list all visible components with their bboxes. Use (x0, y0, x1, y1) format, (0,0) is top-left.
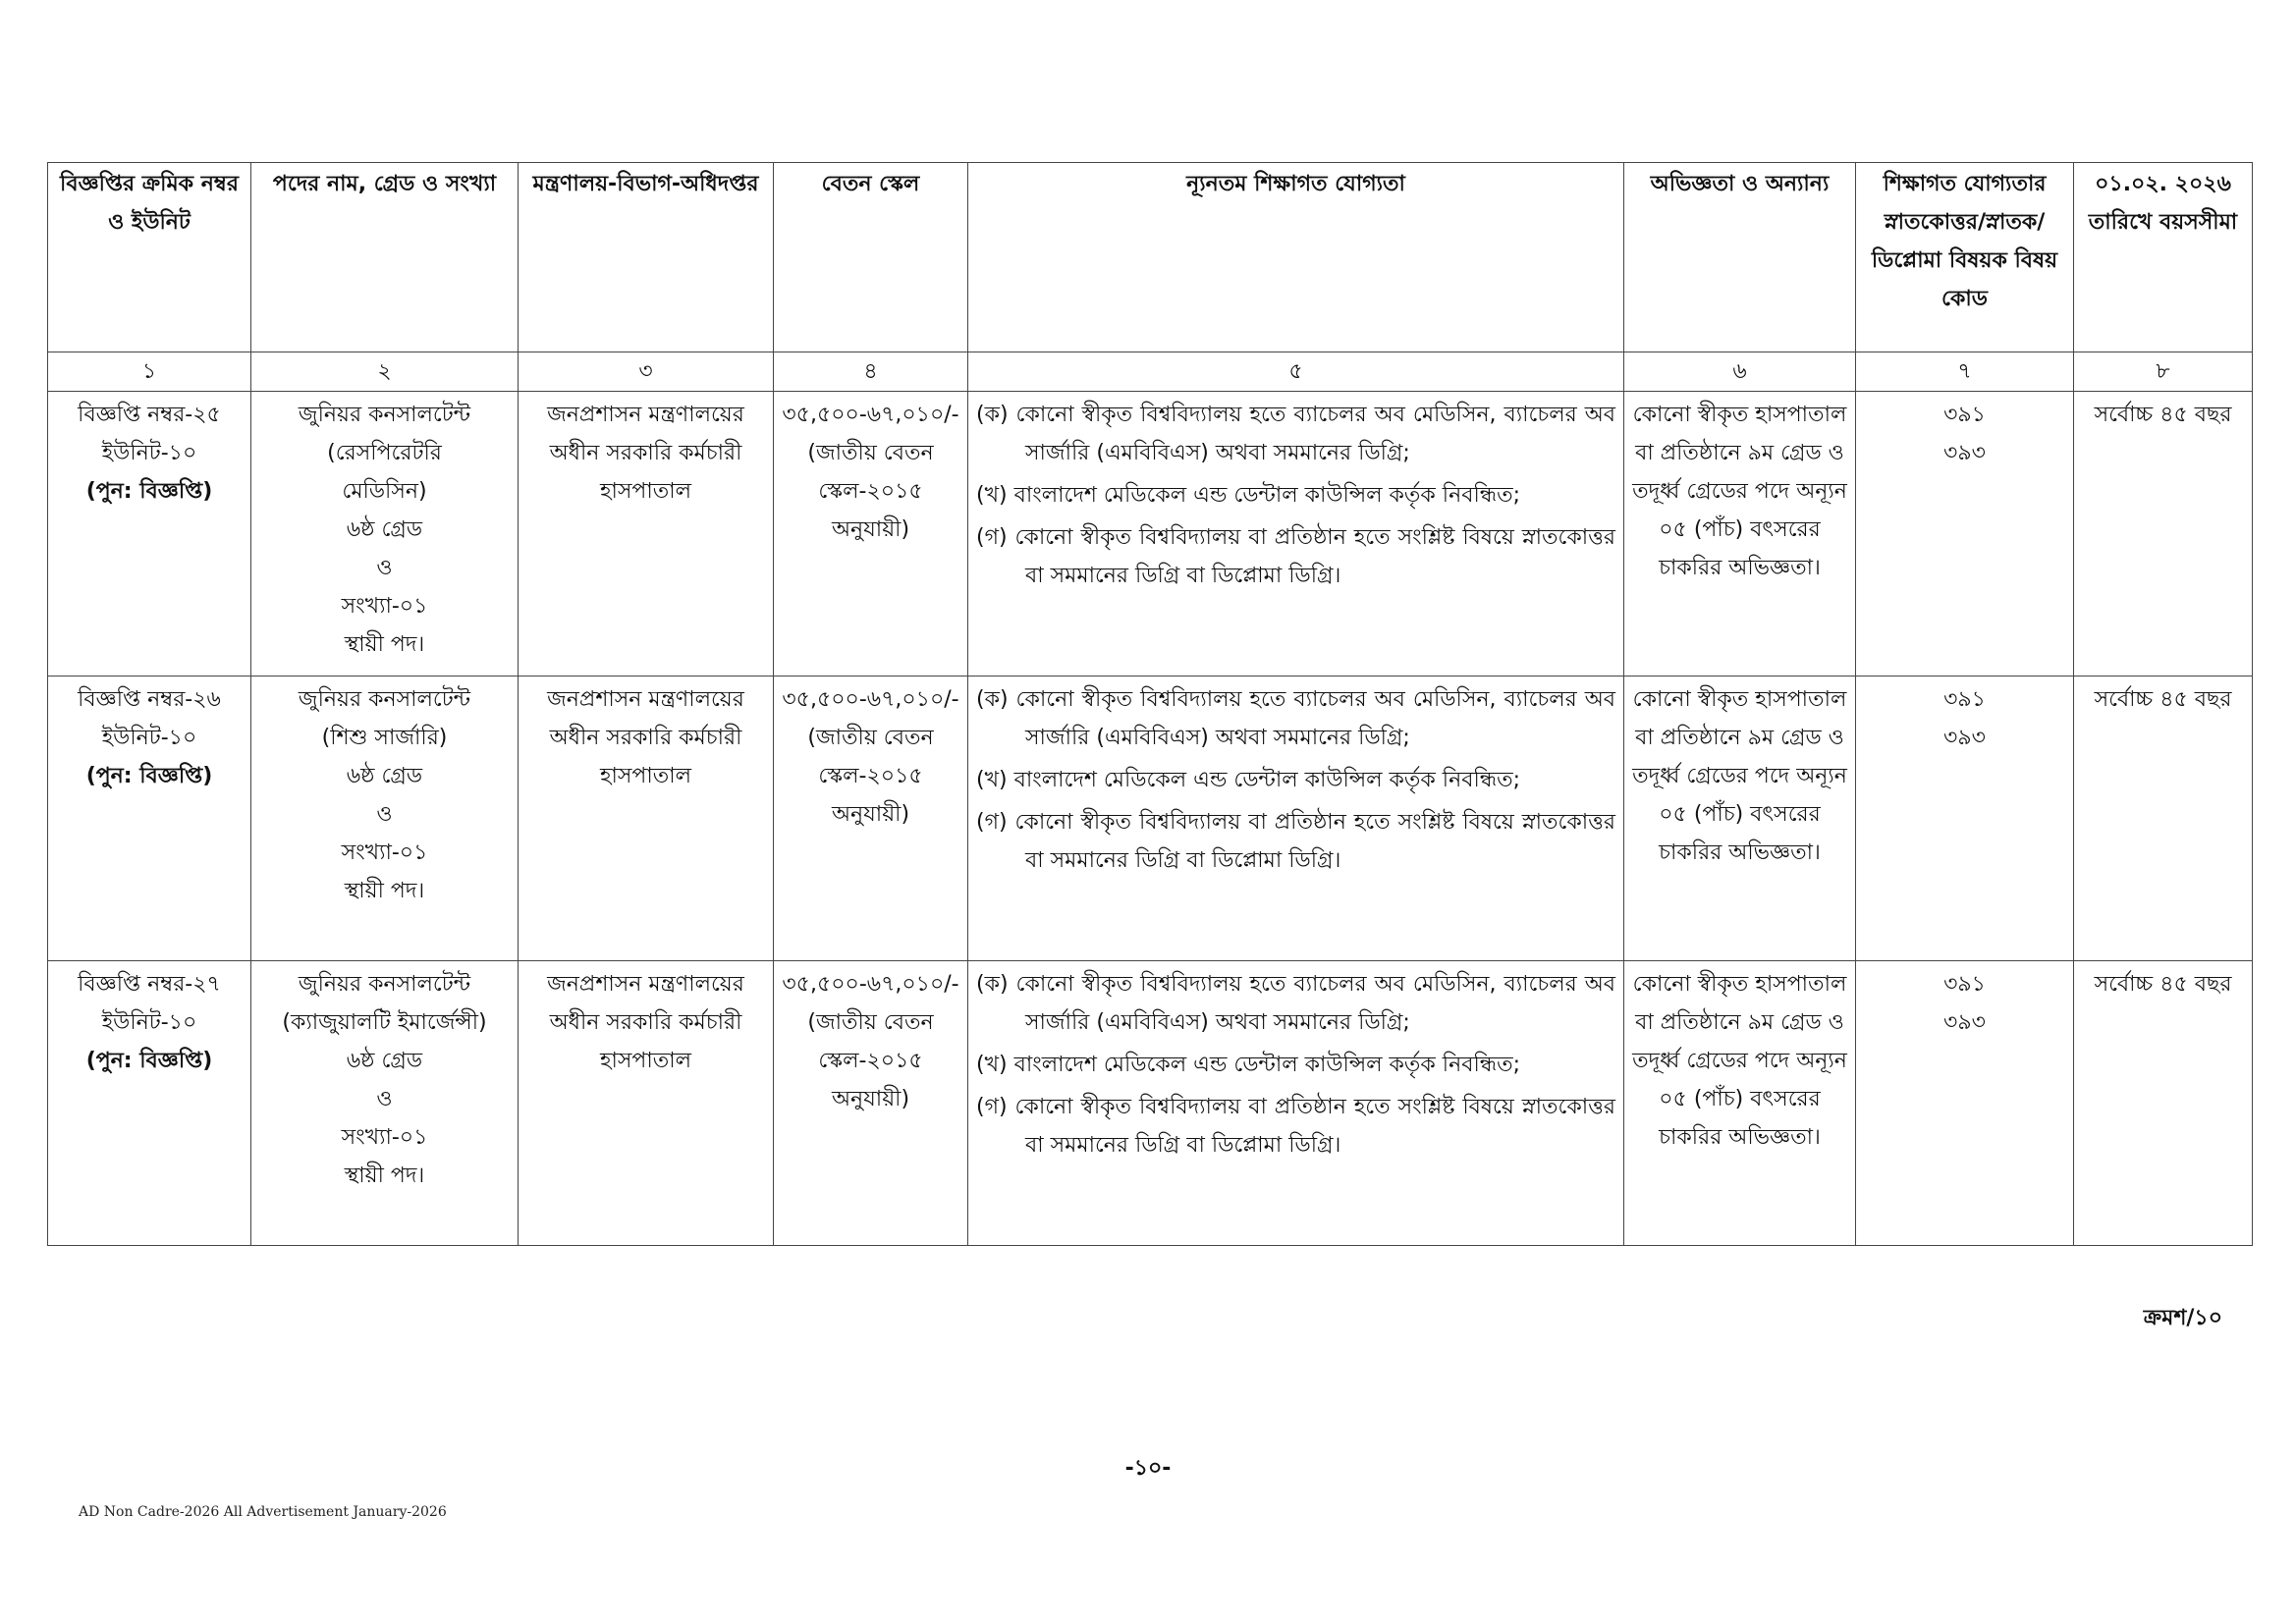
post-line: স্থায়ী পদ। (344, 632, 425, 657)
subject-code-cell (1856, 677, 2074, 961)
subject-code: ৩৯৩ (1943, 1010, 1986, 1035)
post-line: সংখ্যা-০১ (341, 840, 428, 865)
post-name-cell (251, 677, 519, 961)
continued-label: ক্রমশ/১০ (2143, 1306, 2222, 1330)
post-line: (শিশু সার্জারি) (321, 726, 448, 750)
post-line: ও (376, 802, 393, 827)
header-pay-scale: বেতন স্কেল (774, 163, 968, 352)
column-number: ৮ (2074, 352, 2253, 392)
advertisement-table (47, 162, 2253, 1246)
unit: ইউনিট-১০ (101, 726, 197, 750)
column-number: ৫ (968, 352, 1624, 392)
qualification-item: (খ) বাংলাদেশ মেডিকেল এন্ড ডেন্টাল কাউন্সিল কর্তৃক নিবন্ধিত; (976, 768, 1521, 792)
column-number: ২ (251, 352, 519, 392)
re-advertisement-label: (পুন: বিজ্ঞপ্তি) (85, 1049, 213, 1073)
post-line: স্থায়ী পদ। (344, 1164, 425, 1188)
header-subject-code: শিক্ষাগত যোগ্যতার স্নাতকোত্তর/স্নাতক/ ডিপ্লোমা বিষয়ক বিষয় কোড (1856, 163, 2074, 352)
qualification-cell (968, 961, 1624, 1246)
qualification-item: (গ) কোনো স্বীকৃত বিশ্ববিদ্যালয় বা প্রতিষ্ঠান হতে সংশ্লিষ্ট বিষয়ে স্নাতকোত্তর বা সমমানের ডিগ্রি বা ডিপ্লোমা ডিগ্রি। (976, 525, 1615, 588)
post-line: মেডিসিন) (342, 479, 427, 504)
column-number: ৪ (774, 352, 968, 392)
post-name-cell (251, 392, 519, 677)
post-line: ও (376, 556, 393, 580)
qualification-item: (গ) কোনো স্বীকৃত বিশ্ববিদ্যালয় বা প্রতিষ্ঠান হতে সংশ্লিষ্ট বিষয়ে স্নাতকোত্তর বা সমমানের ডিগ্রি বা ডিপ্লোমা ডিগ্রি। (976, 810, 1615, 873)
post-line: সংখ্যা-০১ (341, 1125, 428, 1150)
table-row (48, 392, 2253, 677)
qualification-item: (খ) বাংলাদেশ মেডিকেল এন্ড ডেন্টাল কাউন্সিল কর্তৃক নিবন্ধিত; (976, 483, 1521, 508)
post-line: (ক্যাজুয়ালটি ইমার্জেন্সী) (282, 1010, 487, 1035)
post-line: জুনিয়র কনসালটেন্ট (298, 972, 471, 997)
header-qualification: ন্যূনতম শিক্ষাগত যোগ্যতা (968, 163, 1624, 352)
post-line: জুনিয়র কনসালটেন্ট (298, 403, 471, 427)
post-line: সংখ্যা-০১ (341, 594, 428, 619)
qualification-item: (ক) কোনো স্বীকৃত বিশ্ববিদ্যালয় হতে ব্যাচেলর অব মেডিসিন, ব্যাচেলর অব সার্জারি (এমবিবিএস) অথবা সমমানের ডিগ্রি; (976, 403, 1615, 465)
qualification-item: (ক) কোনো স্বীকৃত বিশ্ববিদ্যালয় হতে ব্যাচেলর অব মেডিসিন, ব্যাচেলর অব সার্জারি (এমবিবিএস) অথবা সমমানের ডিগ্রি; (976, 687, 1615, 750)
column-number: ৬ (1624, 352, 1856, 392)
age-limit-cell: সর্বোচ্চ ৪৫ বছর (2074, 677, 2253, 961)
table-row (48, 677, 2253, 961)
subject-code: ৩৯১ (1943, 403, 1986, 427)
experience-cell: কোনো স্বীকৃত হাসপাতাল বা প্রতিষ্ঠানে ৯ম গ্রেড ও তদূর্ধ্ব গ্রেডের পদে অন্যূন ০৫ (পাঁচ) বৎসরের চাকরির অভিজ্ঞতা। (1624, 392, 1856, 677)
unit: ইউনিট-১০ (101, 1010, 197, 1035)
ad-number: বিজ্ঞপ্তি নম্বর-২৭ (78, 972, 221, 997)
post-line: স্থায়ী পদ। (344, 879, 425, 903)
page-number: -১০- (1124, 1456, 1172, 1481)
post-line: ও (376, 1087, 393, 1111)
subject-code: ৩৯৩ (1943, 726, 1986, 750)
re-advertisement-label: (পুন: বিজ্ঞপ্তি) (85, 764, 213, 788)
ad-number-cell (48, 392, 251, 677)
header-row (48, 163, 2253, 352)
pay-scale-cell: ৩৫,৫০০-৬৭,০১০/- (জাতীয় বেতন স্কেল-২০১৫ অনুযায়ী) (774, 392, 968, 677)
table-row (48, 961, 2253, 1246)
age-limit-cell: সর্বোচ্চ ৪৫ বছর (2074, 961, 2253, 1246)
subject-code: ৩৯১ (1943, 687, 1986, 712)
age-limit-cell: সর্বোচ্চ ৪৫ বছর (2074, 392, 2253, 677)
header-age-limit: ০১.০২. ২০২৬ তারিখে বয়সসীমা (2074, 163, 2253, 352)
header-experience: অভিজ্ঞতা ও অন্যান্য (1624, 163, 1856, 352)
column-number: ১ (48, 352, 251, 392)
post-line: জুনিয়র কনসালটেন্ট (298, 687, 471, 712)
ad-number: বিজ্ঞপ্তি নম্বর-২৬ (78, 687, 221, 712)
pay-scale-cell: ৩৫,৫০০-৬৭,০১০/- (জাতীয় বেতন স্কেল-২০১৫ অনুযায়ী) (774, 961, 968, 1246)
ministry-cell: জনপ্রশাসন মন্ত্রণালয়ের অধীন সরকারি কর্মচারী হাসপাতাল (519, 677, 774, 961)
subject-code-cell (1856, 961, 2074, 1246)
header-post-name: পদের নাম, গ্রেড ও সংখ্যা (251, 163, 519, 352)
pay-scale-cell: ৩৫,৫০০-৬৭,০১০/- (জাতীয় বেতন স্কেল-২০১৫ অনুযায়ী) (774, 677, 968, 961)
qualification-item: (খ) বাংলাদেশ মেডিকেল এন্ড ডেন্টাল কাউন্সিল কর্তৃক নিবন্ধিত; (976, 1053, 1521, 1077)
subject-code: ৩৯৩ (1943, 441, 1986, 465)
column-number: ৩ (519, 352, 774, 392)
post-name-cell (251, 961, 519, 1246)
subject-code-cell (1856, 392, 2074, 677)
subject-code: ৩৯১ (1943, 972, 1986, 997)
experience-cell: কোনো স্বীকৃত হাসপাতাল বা প্রতিষ্ঠানে ৯ম গ্রেড ও তদূর্ধ্ব গ্রেডের পদে অন্যূন ০৫ (পাঁচ) বৎসরের চাকরির অভিজ্ঞতা। (1624, 961, 1856, 1246)
post-line: ৬ষ্ঠ গ্রেড (346, 517, 423, 542)
column-number: ৭ (1856, 352, 2074, 392)
header-ministry: মন্ত্রণালয়-বিভাগ-অধিদপ্তর (519, 163, 774, 352)
experience-cell: কোনো স্বীকৃত হাসপাতাল বা প্রতিষ্ঠানে ৯ম গ্রেড ও তদূর্ধ্ব গ্রেডের পদে অন্যূন ০৫ (পাঁচ) বৎসরের চাকরির অভিজ্ঞতা। (1624, 677, 1856, 961)
ministry-cell: জনপ্রশাসন মন্ত্রণালয়ের অধীন সরকারি কর্মচারী হাসপাতাল (519, 961, 774, 1246)
ad-number-cell (48, 961, 251, 1246)
qualification-item: (গ) কোনো স্বীকৃত বিশ্ববিদ্যালয় বা প্রতিষ্ঠান হতে সংশ্লিষ্ট বিষয়ে স্নাতকোত্তর বা সমমানের ডিগ্রি বা ডিপ্লোমা ডিগ্রি। (976, 1095, 1615, 1158)
ministry-cell: জনপ্রশাসন মন্ত্রণালয়ের অধীন সরকারি কর্মচারী হাসপাতাল (519, 392, 774, 677)
post-line: ৬ষ্ঠ গ্রেড (346, 764, 423, 788)
post-line: ৬ষ্ঠ গ্রেড (346, 1049, 423, 1073)
qualification-cell (968, 392, 1624, 677)
header-ad-number: বিজ্ঞপ্তির ক্রমিক নম্বর ও ইউনিট (48, 163, 251, 352)
unit: ইউনিট-১০ (101, 441, 197, 465)
qualification-item: (ক) কোনো স্বীকৃত বিশ্ববিদ্যালয় হতে ব্যাচেলর অব মেডিসিন, ব্যাচেলর অব সার্জারি (এমবিবিএস) অথবা সমমানের ডিগ্রি; (976, 972, 1615, 1035)
re-advertisement-label: (পুন: বিজ্ঞপ্তি) (85, 479, 213, 504)
qualification-cell (968, 677, 1624, 961)
post-line: (রেসপিরেটরি (327, 441, 442, 465)
footer-text: AD Non Cadre-2026 All Advertisement January-2026 (79, 1504, 447, 1520)
column-number-row (48, 352, 2253, 392)
ad-number: বিজ্ঞপ্তি নম্বর-২৫ (78, 403, 221, 427)
ad-number-cell (48, 677, 251, 961)
